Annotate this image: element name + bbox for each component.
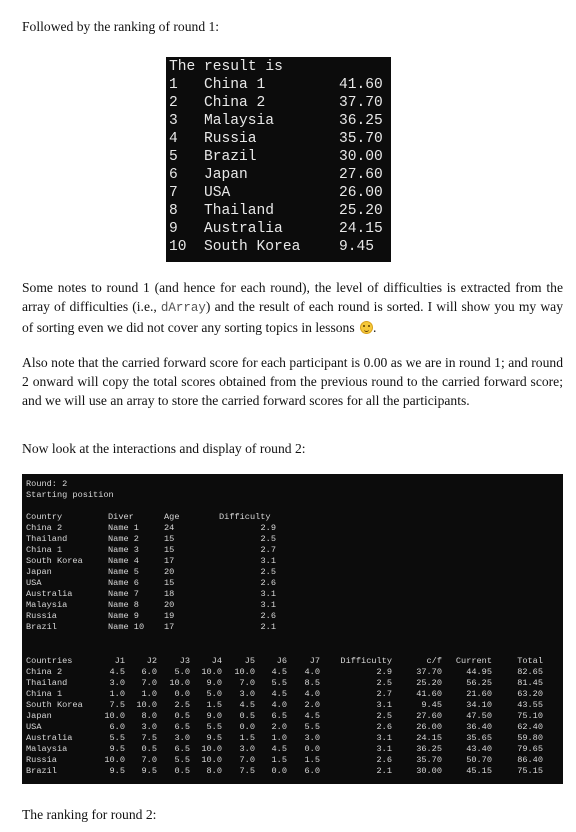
start-country-cell: Malaysia [26,600,68,610]
start-difficulty-cell: 2.6 [260,578,276,588]
score-country-cell: Malaysia [26,744,68,754]
result-row [169,77,389,95]
smiley-emoji-icon [360,321,373,334]
score-cf-cell: 41.60 [416,689,442,699]
score-j2-cell: 6.0 [141,667,157,677]
score-j1-cell: 7.5 [109,700,125,710]
start-diver-cell: Name 2 [108,534,139,544]
score-j5-cell: 7.0 [239,755,255,765]
score-j6-cell: 5.5 [271,678,287,688]
score-j1-cell: 10.0 [104,755,125,765]
score-j6-cell: 2.0 [271,722,287,732]
country-name: China 1 [204,77,266,93]
score-j5-cell: 10.0 [234,667,255,677]
start-age-cell: 15 [164,545,175,555]
score-total-cell: 62.40 [517,722,543,732]
score-value: 30.00 [339,149,383,165]
score-j6-cell: 0.0 [271,766,287,776]
score-current-cell: 56.25 [466,678,492,688]
score-j6-cell: 4.5 [271,667,287,677]
score-difficulty-cell: 2.5 [376,678,392,688]
score-difficulty-cell: 2.5 [376,711,392,721]
score-current-cell: 43.40 [466,744,492,754]
score-j5-cell: 1.5 [239,733,255,743]
rank-number: 7 [169,185,178,201]
score-j1-cell: 1.0 [109,689,125,699]
country-name: Japan [204,167,248,183]
start-age-cell: 24 [164,523,175,533]
score-j2-cell: 0.5 [141,744,157,754]
start-age-cell: 19 [164,611,175,621]
country-name: Malaysia [204,113,275,129]
score-j2-cell: 7.5 [141,733,157,743]
start-country-cell: Russia [26,611,57,621]
start-diver-cell: Name 8 [108,600,139,610]
result-row [169,113,389,131]
score-j3-cell: 3.0 [174,733,190,743]
score-current-cell: 47.50 [466,711,492,721]
start-diver-cell: Name 3 [108,545,139,555]
score-current-cell: 34.10 [466,700,492,710]
rank-number: 10 [169,239,187,255]
score-country-cell: China 2 [26,667,63,677]
country-name: Russia [204,131,257,147]
header-total: Total [517,656,543,666]
score-j3-cell: 6.5 [174,722,190,732]
round1-title: The result is [169,59,283,75]
starting-position-label: Starting position [26,490,114,500]
intro-text: Followed by the ranking of round 1: [22,19,220,34]
start-country-cell: USA [26,578,42,588]
score-value: 25.20 [339,203,383,219]
header-diver: Diver [108,512,134,522]
start-age-cell: 15 [164,578,175,588]
score-value: 36.25 [339,113,383,129]
start-diver-cell: Name 10 [108,622,145,632]
score-j7-cell: 4.0 [304,689,320,699]
score-j4-cell: 9.5 [206,733,222,743]
score-j1-cell: 9.5 [109,766,125,776]
header-countries: Countries [26,656,73,666]
rank-number: 5 [169,149,178,165]
rank-number: 9 [169,221,178,237]
start-country-cell: South Korea [26,556,83,566]
notes-paragraph-4: The ranking for round 2: [22,807,157,822]
score-current-cell: 36.40 [466,722,492,732]
score-j5-cell: 0.0 [239,722,255,732]
score-j5-cell: 3.0 [239,689,255,699]
header-j1: J1 [114,656,125,666]
score-j1-cell: 5.5 [109,733,125,743]
score-difficulty-cell: 2.1 [376,766,392,776]
score-total-cell: 63.20 [517,689,543,699]
notes-paragraph-3: Now look at the interactions and display of round 2: [22,441,306,456]
result-row [169,185,389,203]
score-j7-cell: 2.0 [304,700,320,710]
score-cf-cell: 27.60 [416,711,442,721]
score-j1-cell: 6.0 [109,722,125,732]
score-value: 35.70 [339,131,383,147]
score-j3-cell: 5.0 [174,667,190,677]
country-name: Thailand [204,203,275,219]
start-difficulty-cell: 2.1 [260,622,276,632]
score-j6-cell: 1.5 [271,755,287,765]
score-j7-cell: 0.0 [304,744,320,754]
score-j7-cell: 1.5 [304,755,320,765]
country-name: Brazil [204,149,257,165]
header-j6: J6 [276,656,287,666]
score-cf-cell: 9.45 [421,700,442,710]
score-country-cell: USA [26,722,42,732]
result-row [169,167,389,185]
score-cf-cell: 37.70 [416,667,442,677]
score-j3-cell: 0.0 [174,689,190,699]
score-j4-cell: 5.0 [206,689,222,699]
score-total-cell: 75.10 [517,711,543,721]
score-j3-cell: 2.5 [174,700,190,710]
header-current: Current [455,656,492,666]
score-j7-cell: 3.0 [304,733,320,743]
score-j7-cell: 5.5 [304,722,320,732]
rank-number: 3 [169,113,178,129]
score-j7-cell: 6.0 [304,766,320,776]
rank-number: 8 [169,203,178,219]
score-current-cell: 44.95 [466,667,492,677]
start-diver-cell: Name 9 [108,611,139,621]
header-j3: J3 [179,656,190,666]
rank-number: 6 [169,167,178,183]
score-j4-cell: 5.5 [206,722,222,732]
score-j3-cell: 6.5 [174,744,190,754]
score-difficulty-cell: 2.9 [376,667,392,677]
score-j1-cell: 10.0 [104,711,125,721]
score-j2-cell: 7.0 [141,755,157,765]
score-total-cell: 43.55 [517,700,543,710]
start-diver-cell: Name 7 [108,589,139,599]
round2-terminal-output [22,474,563,784]
score-j6-cell: 4.5 [271,689,287,699]
header-j7: J7 [309,656,320,666]
score-j3-cell: 0.5 [174,766,190,776]
score-current-cell: 35.65 [466,733,492,743]
score-j2-cell: 7.0 [141,678,157,688]
start-age-cell: 20 [164,600,175,610]
header-difficulty: Difficulty [219,512,271,522]
country-name: South Korea [204,239,301,255]
score-difficulty-cell: 3.1 [376,744,392,754]
round-label: Round: 2 [26,479,68,489]
score-difficulty-cell: 3.1 [376,700,392,710]
score-j4-cell: 8.0 [206,766,222,776]
score-value: 27.60 [339,167,383,183]
score-cf-cell: 25.20 [416,678,442,688]
darray-code: dArray [160,301,206,315]
score-difficulty-cell: 2.6 [376,722,392,732]
score-j4-cell: 9.0 [206,678,222,688]
start-difficulty-cell: 3.1 [260,556,276,566]
score-j4-cell: 9.0 [206,711,222,721]
score-total-cell: 86.40 [517,755,543,765]
score-difficulty-cell: 2.7 [376,689,392,699]
start-diver-cell: Name 4 [108,556,139,566]
score-j4-cell: 1.5 [206,700,222,710]
start-diver-cell: Name 5 [108,567,139,577]
score-total-cell: 82.65 [517,667,543,677]
rank-number: 1 [169,77,178,93]
start-difficulty-cell: 2.5 [260,567,276,577]
score-country-cell: Russia [26,755,57,765]
start-difficulty-cell: 3.1 [260,589,276,599]
header-j2: J2 [146,656,157,666]
header-j4: J4 [211,656,222,666]
round1-terminal-output [166,57,391,262]
score-j3-cell: 0.5 [174,711,190,721]
score-j5-cell: 4.5 [239,700,255,710]
start-difficulty-cell: 3.1 [260,600,276,610]
country-name: China 2 [204,95,266,111]
score-j1-cell: 3.0 [109,678,125,688]
score-j1-cell: 9.5 [109,744,125,754]
score-j7-cell: 8.5 [304,678,320,688]
rank-number: 2 [169,95,178,111]
score-j3-cell: 5.5 [174,755,190,765]
result-row [169,149,389,167]
start-country-cell: China 2 [26,523,63,533]
rank-number: 4 [169,131,178,147]
score-cf-cell: 26.00 [416,722,442,732]
score-j4-cell: 10.0 [201,667,222,677]
header-age: Age [164,512,180,522]
start-age-cell: 18 [164,589,175,599]
score-current-cell: 50.70 [466,755,492,765]
score-j2-cell: 9.5 [141,766,157,776]
start-diver-cell: Name 1 [108,523,139,533]
result-row [169,95,389,113]
score-cf-cell: 24.15 [416,733,442,743]
country-name: USA [204,185,231,201]
score-country-cell: Thailand [26,678,68,688]
score-country-cell: Australia [26,733,73,743]
score-j4-cell: 10.0 [201,755,222,765]
country-name: Australia [204,221,283,237]
score-j5-cell: 7.0 [239,678,255,688]
score-total-cell: 59.80 [517,733,543,743]
score-j2-cell: 8.0 [141,711,157,721]
score-value: 24.15 [339,221,383,237]
start-country-cell: Brazil [26,622,57,632]
start-country-cell: Japan [26,567,52,577]
score-value: 26.00 [339,185,383,201]
notes-paragraph-2: Also note that the carried forward score for each participant is 0.00 as we are in round 1; and round 2 onward will copy the total scores obtained from the previous round to the carried forward score; and we will use an array to store the carried forward scores for all the participants. [22,355,563,408]
header-country: Country [26,512,63,522]
header-j5: J5 [244,656,255,666]
header-cf: c/f [426,656,442,666]
start-difficulty-cell: 2.7 [260,545,276,555]
notes-paragraph-1: Some notes to round 1 (and hence for each round), the level of difficulties is extracted from the array of difficulties (i.e., dArray) and the result of each round is sorted. I will show you my way of sorting even we did not cover any sorting topics in lessons . [22,280,563,335]
score-j2-cell: 1.0 [141,689,157,699]
score-cf-cell: 35.70 [416,755,442,765]
score-country-cell: Brazil [26,766,57,776]
score-j6-cell: 4.5 [271,744,287,754]
result-row [169,239,389,257]
score-cf-cell: 30.00 [416,766,442,776]
result-row [169,203,389,221]
score-difficulty-cell: 2.6 [376,755,392,765]
score-total-cell: 81.45 [517,678,543,688]
result-row [169,131,389,149]
start-difficulty-cell: 2.5 [260,534,276,544]
score-value: 9.45 [339,239,375,255]
start-difficulty-cell: 2.9 [260,523,276,533]
score-total-cell: 79.65 [517,744,543,754]
score-current-cell: 45.15 [466,766,492,776]
start-country-cell: China 1 [26,545,63,555]
score-country-cell: Japan [26,711,52,721]
score-j6-cell: 6.5 [271,711,287,721]
score-j7-cell: 4.0 [304,667,320,677]
start-age-cell: 20 [164,567,175,577]
start-age-cell: 15 [164,534,175,544]
score-j6-cell: 4.0 [271,700,287,710]
score-j5-cell: 0.5 [239,711,255,721]
score-j2-cell: 3.0 [141,722,157,732]
score-j7-cell: 4.5 [304,711,320,721]
score-j5-cell: 3.0 [239,744,255,754]
score-j1-cell: 4.5 [109,667,125,677]
score-j4-cell: 10.0 [201,744,222,754]
start-age-cell: 17 [164,556,175,566]
start-diver-cell: Name 6 [108,578,139,588]
score-country-cell: South Korea [26,700,83,710]
score-value: 41.60 [339,77,383,93]
score-total-cell: 75.15 [517,766,543,776]
score-j3-cell: 10.0 [169,678,190,688]
start-difficulty-cell: 2.6 [260,611,276,621]
score-j5-cell: 7.5 [239,766,255,776]
result-row [169,221,389,239]
start-country-cell: Thailand [26,534,68,544]
start-country-cell: Australia [26,589,73,599]
score-cf-cell: 36.25 [416,744,442,754]
score-j6-cell: 1.0 [271,733,287,743]
score-value: 37.70 [339,95,383,111]
score-difficulty-cell: 3.1 [376,733,392,743]
header-difficulty: Difficulty [340,656,392,666]
score-current-cell: 21.60 [466,689,492,699]
start-age-cell: 17 [164,622,175,632]
score-j2-cell: 10.0 [136,700,157,710]
score-country-cell: China 1 [26,689,63,699]
